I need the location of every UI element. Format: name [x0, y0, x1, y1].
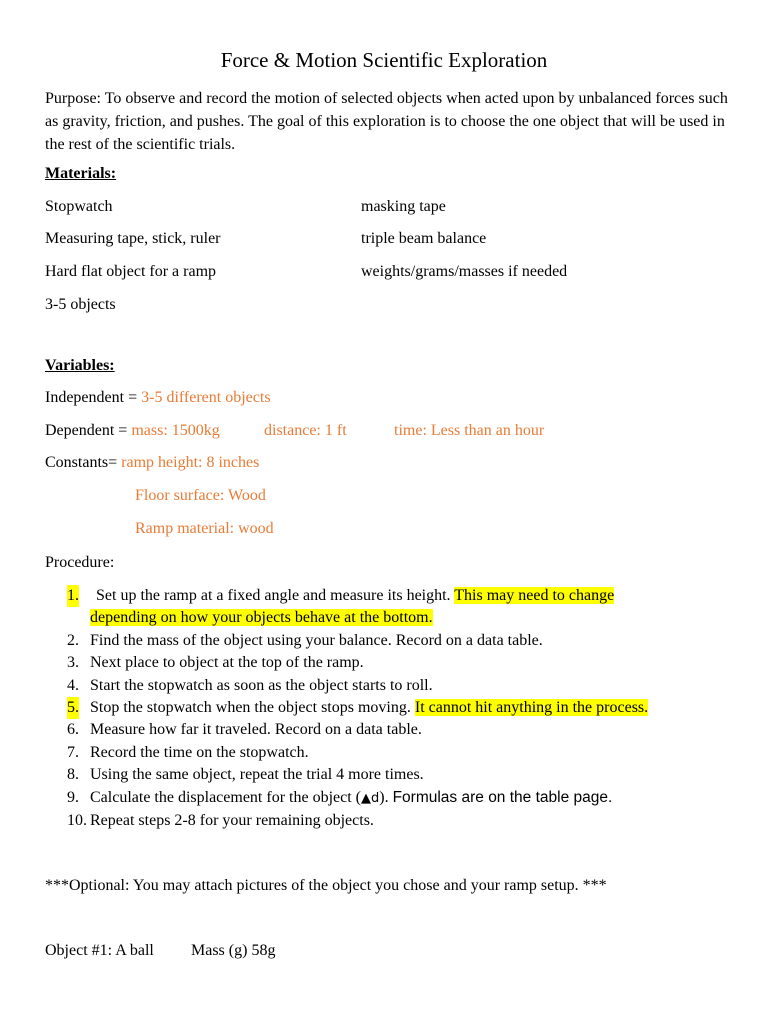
step-number: 9.	[67, 788, 79, 806]
step-number: 1.	[67, 585, 79, 607]
step-number: 10.	[67, 812, 87, 830]
procedure-step	[45, 787, 735, 810]
step-text: Calculate the displacement for the object (	[90, 788, 361, 806]
material-item: Stopwatch	[45, 198, 113, 215]
variables-heading: Variables:	[45, 357, 115, 374]
constants-label: Constants=	[45, 454, 122, 471]
step-number: 3.	[67, 654, 79, 672]
procedure-step	[45, 810, 735, 832]
step-text: Repeat steps 2-8 for your remaining objects.	[90, 812, 374, 830]
dependent-variable	[45, 422, 220, 440]
delta-symbol: ▲d	[361, 790, 380, 806]
procedure-step	[45, 675, 735, 697]
materials-heading: Materials:	[45, 165, 117, 182]
dependent-distance: distance: 1 ft	[264, 422, 347, 439]
step-text: Record the time on the stopwatch.	[90, 743, 309, 761]
procedure-step	[45, 719, 735, 741]
constant-item: ramp height: 8 inches	[121, 454, 260, 471]
step-highlight: This may need to change	[454, 587, 615, 604]
purpose-paragraph: Purpose: To observe and record the motion of selected objects when acted upon by unbalanced forces such as gravity, friction, and pushes. The goal of this exploration is to choose the one object that will be used in the rest of the scientific trials.	[45, 90, 728, 153]
step-text: Next place to object at the top of the ramp.	[90, 654, 364, 672]
material-item: 3-5 objects	[45, 296, 116, 313]
material-item: triple beam balance	[361, 230, 487, 247]
independent-value: 3-5 different objects	[141, 389, 271, 406]
step-note: Formulas are on the table page.	[392, 788, 613, 806]
step-text: Using the same object, repeat the trial 4 more times.	[90, 766, 424, 784]
procedure-step	[45, 652, 735, 674]
procedure-list	[45, 585, 735, 832]
constant-item: Ramp material: wood	[135, 520, 274, 537]
dependent-label: Dependent =	[45, 422, 132, 439]
optional-note: ***Optional: You may attach pictures of the object you chose and your ramp setup. ***	[45, 877, 607, 894]
step-highlight: depending on how your objects behave at the bottom.	[90, 609, 433, 627]
step-text: Set up the ramp at a fixed angle and measure its height.	[96, 587, 451, 604]
step-number: 7.	[67, 743, 79, 761]
procedure-step-continuation	[45, 607, 735, 629]
procedure-step	[45, 630, 735, 652]
independent-variable	[45, 389, 271, 407]
step-text-close: ).	[379, 788, 389, 806]
material-item: weights/grams/masses if needed	[361, 263, 568, 280]
procedure-step	[45, 585, 735, 607]
page-title: Force & Motion Scientific Exploration	[220, 48, 548, 72]
material-item: masking tape	[361, 198, 446, 215]
independent-label: Independent =	[45, 389, 142, 406]
step-number: 8.	[67, 766, 79, 784]
step-number: 5.	[67, 697, 79, 719]
step-number: 6.	[67, 721, 79, 739]
step-highlight: It cannot hit anything in the process.	[414, 699, 649, 717]
step-text: Start the stopwatch as soon as the object starts to roll.	[90, 676, 433, 694]
procedure-step	[45, 742, 735, 764]
step-number: 4.	[67, 676, 79, 694]
procedure-step	[45, 764, 735, 786]
constants-variable	[45, 454, 259, 472]
object-label: Object #1: A ball	[45, 942, 154, 959]
step-number: 2.	[67, 631, 79, 649]
procedure-step	[45, 697, 735, 719]
material-item: Hard flat object for a ramp	[45, 263, 217, 280]
object-mass: Mass (g) 58g	[191, 942, 276, 959]
dependent-mass: mass: 1500kg	[131, 422, 220, 439]
step-text: Stop the stopwatch when the object stops moving.	[90, 699, 411, 717]
constant-item: Floor surface: Wood	[135, 487, 266, 504]
dependent-time: time: Less than an hour	[394, 422, 545, 439]
step-text: Find the mass of the object using your balance. Record on a data table.	[90, 631, 543, 649]
procedure-heading: Procedure:	[45, 554, 115, 571]
material-item: Measuring tape, stick, ruler	[45, 230, 221, 247]
step-text: Measure how far it traveled. Record on a data table.	[90, 721, 422, 739]
